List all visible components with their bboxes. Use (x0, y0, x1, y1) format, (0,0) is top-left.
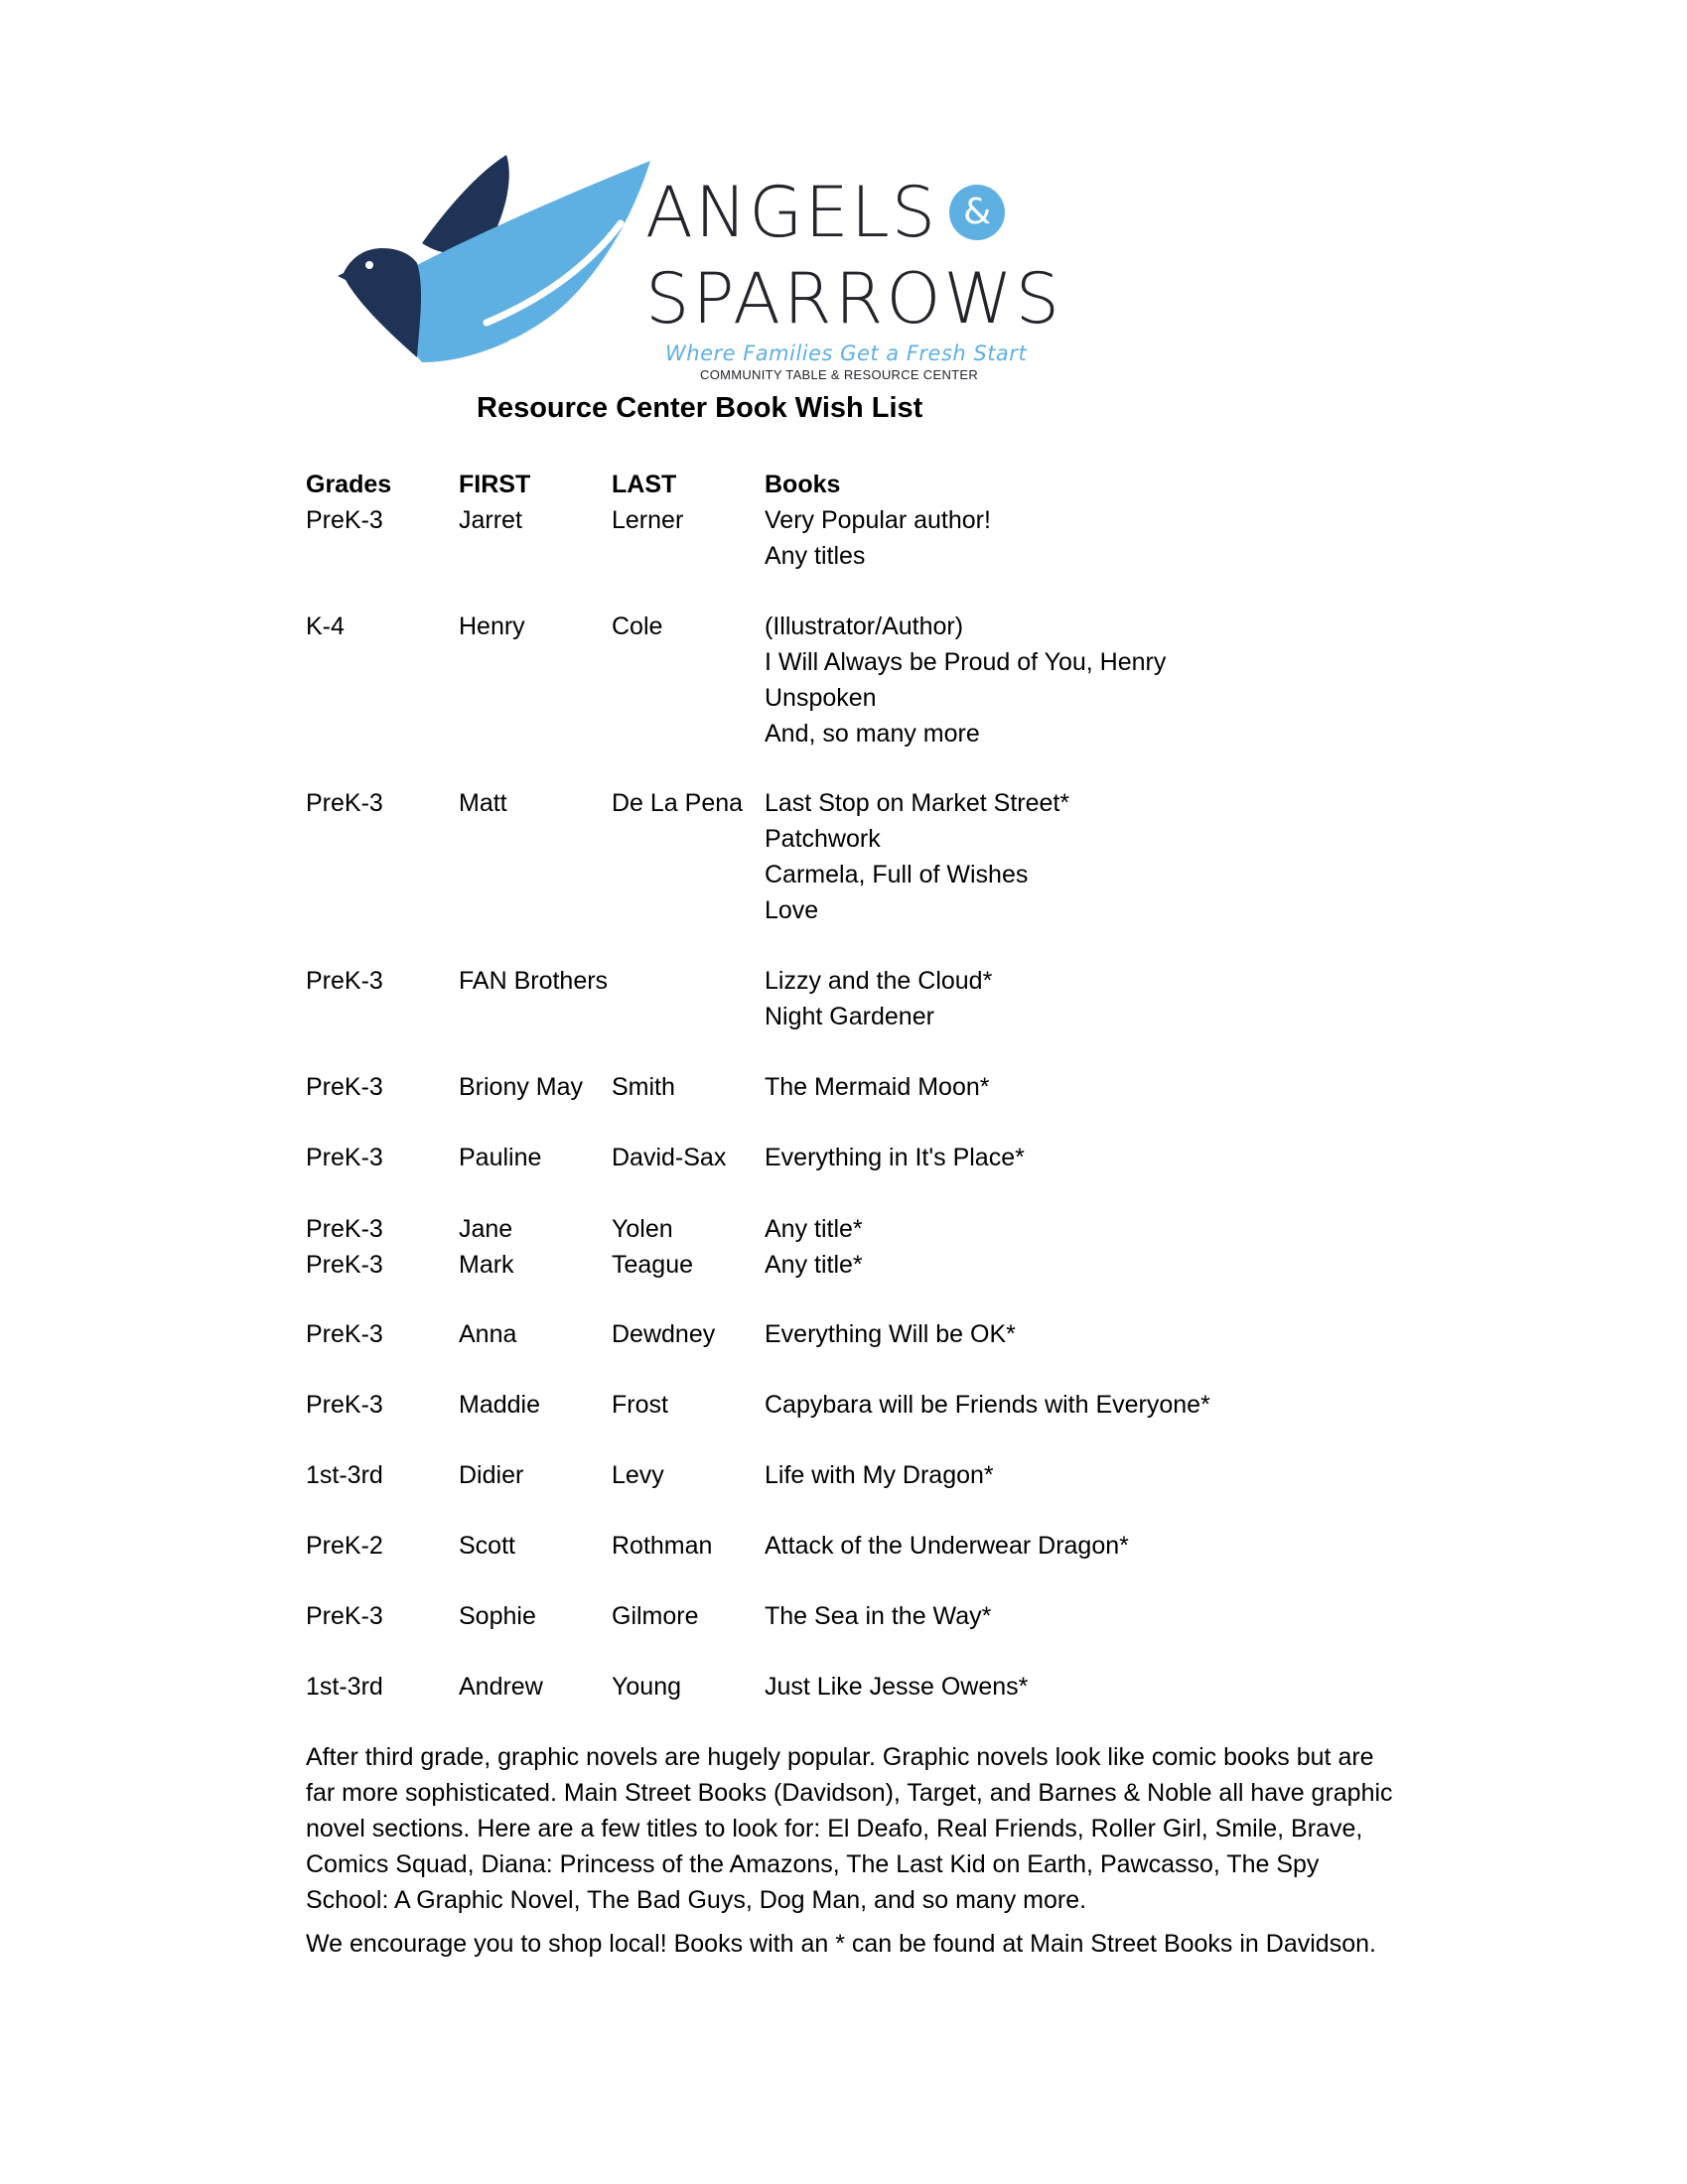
cell-last: Dewdney (612, 1320, 716, 1348)
book-title: Any titles (765, 542, 866, 570)
cell-first: Henry (459, 613, 525, 640)
book-title: Attack of the Underwear Dragon* (765, 1532, 1129, 1560)
sparrow-icon (338, 149, 655, 377)
cell-grades: 1st-3rd (306, 1461, 383, 1489)
cell-first: Mark (459, 1251, 514, 1279)
book-title: Life with My Dragon* (765, 1461, 994, 1489)
cell-grades: PreK-3 (306, 1320, 383, 1348)
angels-sparrows-logo (338, 149, 1063, 382)
cell-grades: PreK-3 (306, 1251, 383, 1279)
book-title: (Illustrator/Author) (765, 613, 964, 640)
cell-first: Jarret (459, 506, 522, 534)
cell-first: Briony May (459, 1073, 584, 1101)
book-title: Unspoken (765, 684, 877, 712)
cell-last: Gilmore (612, 1602, 699, 1630)
cell-grades: PreK-3 (306, 1391, 383, 1419)
cell-last: Teague (612, 1251, 694, 1279)
book-title: The Sea in the Way* (765, 1602, 992, 1630)
header-first: FIRST (459, 471, 531, 498)
cell-grades: 1st-3rd (306, 1673, 383, 1701)
book-title: Very Popular author! (765, 506, 991, 534)
book-title: Patchwork (765, 825, 881, 853)
cell-grades: PreK-3 (306, 1073, 383, 1101)
cell-last: David-Sax (612, 1144, 727, 1171)
ampersand-badge: & (949, 185, 1005, 240)
cell-first: Jane (459, 1215, 513, 1243)
book-title: Lizzy and the Cloud* (765, 967, 993, 995)
shop-local-paragraph: We encourage you to shop local! Books with an * can be found at Main Street Books in Davidson. (306, 1930, 1376, 1958)
cell-first: Pauline (459, 1144, 542, 1171)
book-title: Everything in It's Place* (765, 1144, 1025, 1171)
cell-last: Smith (612, 1073, 675, 1101)
cell-grades: K-4 (306, 613, 345, 640)
book-title: Any title* (765, 1215, 863, 1243)
cell-last: Young (612, 1673, 681, 1701)
book-title: The Mermaid Moon* (765, 1073, 990, 1101)
cell-last: Frost (612, 1391, 668, 1419)
cell-grades: PreK-3 (306, 1602, 383, 1630)
cell-first: FAN Brothers (459, 967, 609, 995)
cell-first: Matt (459, 789, 507, 817)
cell-first: Sophie (459, 1602, 536, 1630)
cell-first: Didier (459, 1461, 524, 1489)
cell-first: Anna (459, 1320, 517, 1348)
header-grades: Grades (306, 471, 392, 498)
cell-first: Andrew (459, 1673, 543, 1701)
book-title: And, so many more (765, 720, 980, 748)
cell-grades: PreK-3 (306, 1215, 383, 1243)
book-title: Capybara will be Friends with Everyone* (765, 1391, 1210, 1419)
cell-last: De La Pena (612, 789, 744, 817)
cell-last: Cole (612, 613, 663, 640)
brand-name-line2: SPARROWS (645, 258, 1063, 340)
cell-last: Lerner (612, 506, 684, 534)
book-title: Any title* (765, 1251, 863, 1279)
cell-grades: PreK-3 (306, 967, 383, 995)
cell-grades: PreK-3 (306, 506, 383, 534)
book-title: Just Like Jesse Owens* (765, 1673, 1029, 1701)
cell-grades: PreK-3 (306, 1144, 383, 1171)
brand-name-line1: ANGELS (645, 172, 938, 253)
cell-first: Maddie (459, 1391, 540, 1419)
brand-subtagline: COMMUNITY TABLE & RESOURCE CENTER (700, 367, 979, 382)
cell-first: Scott (459, 1532, 515, 1560)
cell-grades: PreK-2 (306, 1532, 383, 1560)
brand-tagline: Where Families Get a Fresh Start (665, 341, 1028, 365)
brand-wordmark (645, 172, 1063, 382)
cell-last: Rothman (612, 1532, 713, 1560)
cell-last: Yolen (612, 1215, 673, 1243)
book-title: Carmela, Full of Wishes (765, 861, 1029, 888)
cell-last: Levy (612, 1461, 664, 1489)
book-title: Everything Will be OK* (765, 1320, 1016, 1348)
book-title: Night Gardener (765, 1003, 934, 1030)
book-title: I Will Always be Proud of You, Henry (765, 648, 1167, 676)
header-last: LAST (612, 471, 677, 498)
book-title: Love (765, 896, 819, 924)
graphic-novels-paragraph: After third grade, graphic novels are hugely popular. Graphic novels look like comic books but are far more sophisticated. Main Street Books (Davidson), Target, and Barnes & Noble all have graphic novel sections. Here are a few titles to look for: El Deafo, Real Friends, Roller Girl, Smile, Brave, Comics Squad, Diana: Princess of the Amazons, The Last Kid on Earth, Pawcasso, The Spy School: A Graphic Novel, The Bad Guys, Dog Man, and so many more. (306, 1743, 1393, 1914)
header-books: Books (765, 471, 841, 498)
document-title: Resource Center Book Wish List (477, 392, 923, 424)
book-title: Last Stop on Market Street* (765, 789, 1070, 817)
cell-grades: PreK-3 (306, 789, 383, 817)
